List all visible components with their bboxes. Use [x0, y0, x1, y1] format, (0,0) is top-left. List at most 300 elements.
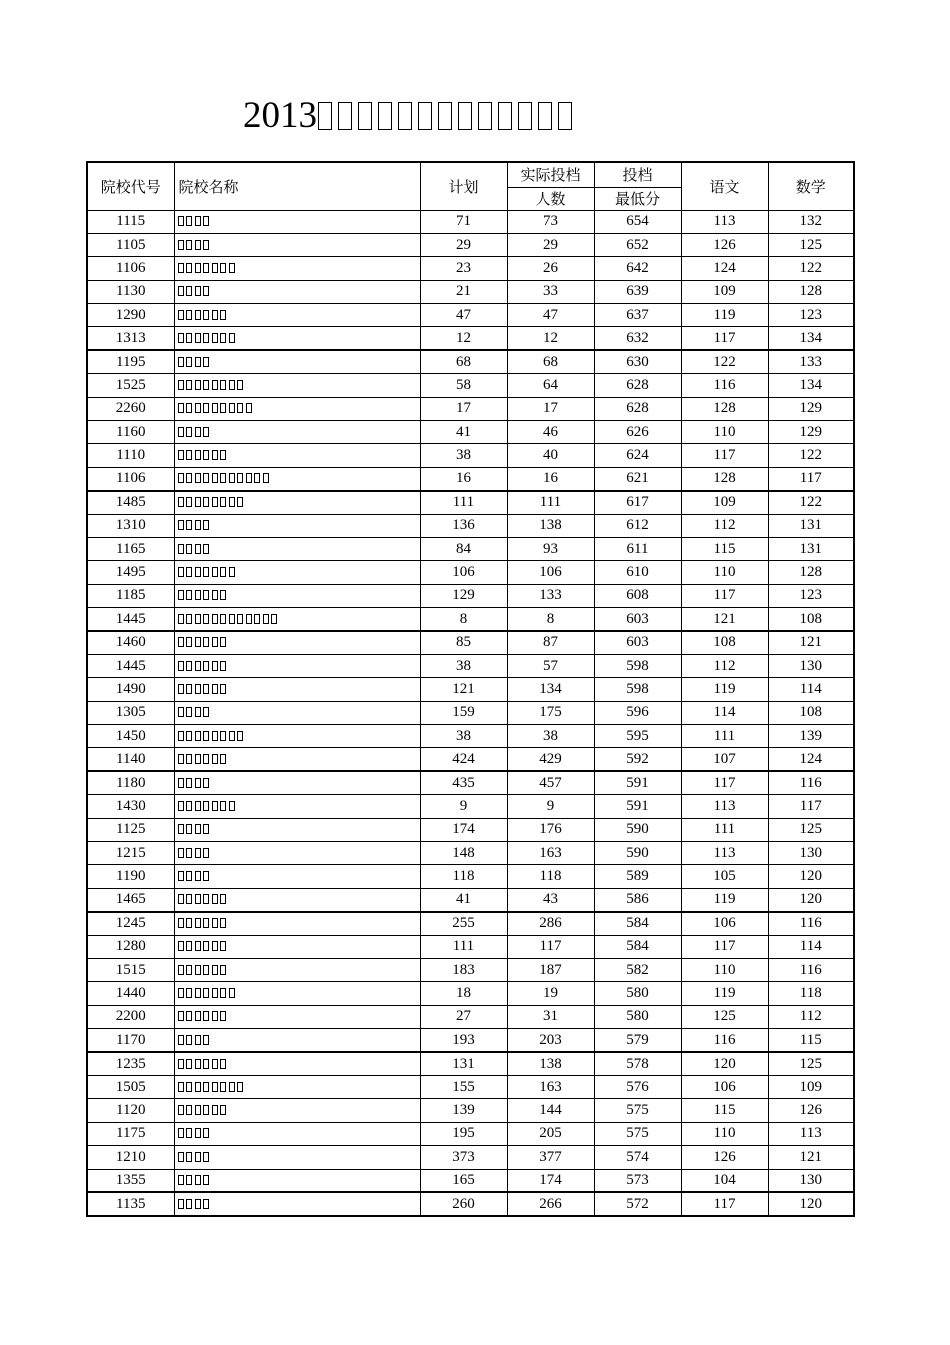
cell-code: 1165 — [87, 537, 174, 560]
missing-glyph-box — [212, 661, 218, 671]
cell-name — [174, 233, 420, 256]
cell-code: 1313 — [87, 327, 174, 350]
cell-code: 1355 — [87, 1169, 174, 1192]
cell-name — [174, 1029, 420, 1052]
cell-actual: 87 — [507, 631, 594, 654]
missing-glyph-box — [237, 1082, 243, 1092]
missing-glyph-box — [186, 403, 192, 413]
cell-plan: 136 — [420, 514, 507, 537]
cell-min-score: 586 — [594, 888, 681, 911]
table-row — [87, 701, 854, 724]
cell-code: 1450 — [87, 725, 174, 748]
cell-name — [174, 842, 420, 865]
missing-glyph-box — [229, 801, 235, 811]
missing-glyph-box — [220, 731, 226, 741]
cell-code: 1305 — [87, 701, 174, 724]
missing-glyph-box — [195, 567, 201, 577]
missing-glyph-box — [195, 614, 201, 624]
missing-glyph-box — [195, 1199, 201, 1209]
cell-chinese: 128 — [681, 397, 768, 420]
cell-code: 1505 — [87, 1075, 174, 1098]
cell-code: 1460 — [87, 631, 174, 654]
cell-chinese: 126 — [681, 233, 768, 256]
missing-glyph-box — [212, 403, 218, 413]
missing-glyph-box — [203, 661, 209, 671]
cell-chinese: 117 — [681, 327, 768, 350]
missing-glyph-box — [195, 520, 201, 530]
missing-glyph-box — [220, 1082, 226, 1092]
missing-glyph-box — [178, 473, 184, 483]
missing-glyph-box — [178, 614, 184, 624]
missing-glyph-box — [186, 824, 192, 834]
missing-glyph-box — [212, 754, 218, 764]
cell-min-score: 572 — [594, 1192, 681, 1215]
cell-chinese: 110 — [681, 561, 768, 584]
cell-code: 1106 — [87, 467, 174, 490]
cell-math: 109 — [768, 1075, 854, 1098]
cell-chinese: 125 — [681, 1005, 768, 1028]
missing-glyph-box — [178, 333, 184, 343]
cell-math: 120 — [768, 865, 854, 888]
cell-actual: 26 — [507, 257, 594, 280]
missing-glyph-box — [212, 988, 218, 998]
cell-actual: 133 — [507, 584, 594, 607]
cell-math: 125 — [768, 233, 854, 256]
table-row — [87, 959, 854, 982]
table-row — [87, 491, 854, 514]
cell-chinese: 109 — [681, 280, 768, 303]
missing-glyph-box — [220, 380, 226, 390]
missing-glyph-box — [203, 380, 209, 390]
cell-math: 122 — [768, 257, 854, 280]
missing-glyph-box — [186, 894, 192, 904]
missing-glyph-box — [220, 403, 226, 413]
cell-min-score: 639 — [594, 280, 681, 303]
cell-plan: 174 — [420, 818, 507, 841]
missing-glyph-box — [195, 684, 201, 694]
cell-math: 133 — [768, 350, 854, 373]
cell-math: 116 — [768, 771, 854, 794]
missing-glyph-box — [220, 1059, 226, 1069]
missing-glyph-box — [178, 1175, 184, 1185]
cell-name — [174, 1122, 420, 1145]
missing-glyph-box — [212, 333, 218, 343]
cell-plan: 424 — [420, 748, 507, 771]
cell-chinese: 121 — [681, 608, 768, 631]
missing-glyph-box — [203, 357, 209, 367]
cell-name — [174, 725, 420, 748]
cell-min-score: 592 — [594, 748, 681, 771]
missing-glyph-box — [237, 473, 243, 483]
missing-glyph-box — [186, 216, 192, 226]
missing-glyph-box — [186, 1082, 192, 1092]
missing-glyph-box — [186, 731, 192, 741]
missing-glyph-box — [558, 102, 572, 130]
cell-math: 129 — [768, 397, 854, 420]
cell-chinese: 119 — [681, 304, 768, 327]
missing-glyph-box — [220, 567, 226, 577]
missing-glyph-box — [178, 590, 184, 600]
header-chinese: 语文 — [681, 162, 768, 210]
missing-glyph-box — [229, 263, 235, 273]
missing-glyph-box — [478, 102, 492, 130]
cell-plan: 38 — [420, 654, 507, 677]
missing-glyph-box — [178, 778, 184, 788]
cell-code: 1465 — [87, 888, 174, 911]
cell-code: 1170 — [87, 1029, 174, 1052]
cell-actual: 134 — [507, 678, 594, 701]
cell-code: 1185 — [87, 584, 174, 607]
table-row — [87, 304, 854, 327]
cell-actual: 9 — [507, 795, 594, 818]
missing-glyph-box — [212, 918, 218, 928]
cell-actual: 163 — [507, 842, 594, 865]
page-title — [243, 93, 578, 139]
cell-min-score: 595 — [594, 725, 681, 748]
missing-glyph-box — [186, 1105, 192, 1115]
cell-actual: 33 — [507, 280, 594, 303]
missing-glyph-box — [212, 1059, 218, 1069]
cell-math: 112 — [768, 1005, 854, 1028]
cell-min-score: 584 — [594, 935, 681, 958]
cell-code: 1515 — [87, 959, 174, 982]
cell-math: 108 — [768, 701, 854, 724]
missing-glyph-box — [178, 286, 184, 296]
missing-glyph-box — [195, 544, 201, 554]
cell-code: 1490 — [87, 678, 174, 701]
missing-glyph-box — [212, 894, 218, 904]
missing-glyph-box — [178, 1199, 184, 1209]
missing-glyph-box — [212, 590, 218, 600]
cell-code: 2260 — [87, 397, 174, 420]
missing-glyph-box — [229, 403, 235, 413]
cell-plan: 47 — [420, 304, 507, 327]
cell-name — [174, 537, 420, 560]
cell-actual: 174 — [507, 1169, 594, 1192]
table-row — [87, 584, 854, 607]
missing-glyph-box — [203, 1128, 209, 1138]
cell-plan: 260 — [420, 1192, 507, 1215]
cell-min-score: 584 — [594, 912, 681, 935]
cell-plan: 159 — [420, 701, 507, 724]
missing-glyph-box — [203, 871, 209, 881]
table-row — [87, 1052, 854, 1075]
missing-glyph-box — [203, 1011, 209, 1021]
cell-plan: 111 — [420, 935, 507, 958]
cell-chinese: 119 — [681, 678, 768, 701]
cell-plan: 12 — [420, 327, 507, 350]
cell-code: 1445 — [87, 608, 174, 631]
table-row — [87, 725, 854, 748]
cell-math: 130 — [768, 654, 854, 677]
cell-math: 120 — [768, 888, 854, 911]
cell-plan: 21 — [420, 280, 507, 303]
cell-min-score: 580 — [594, 1005, 681, 1028]
cell-math: 125 — [768, 1052, 854, 1075]
cell-plan: 8 — [420, 608, 507, 631]
cell-chinese: 119 — [681, 982, 768, 1005]
missing-glyph-box — [220, 614, 226, 624]
table-row — [87, 374, 854, 397]
cell-plan: 373 — [420, 1146, 507, 1169]
missing-glyph-box — [438, 102, 452, 130]
cell-actual: 138 — [507, 1052, 594, 1075]
missing-glyph-box — [203, 497, 209, 507]
cell-math: 132 — [768, 210, 854, 233]
header-actual-bottom: 人数 — [507, 187, 594, 210]
cell-chinese: 105 — [681, 865, 768, 888]
cell-chinese: 120 — [681, 1052, 768, 1075]
table-row — [87, 842, 854, 865]
cell-chinese: 124 — [681, 257, 768, 280]
cell-chinese: 113 — [681, 795, 768, 818]
cell-plan: 17 — [420, 397, 507, 420]
cell-actual: 8 — [507, 608, 594, 631]
missing-glyph-box — [229, 1082, 235, 1092]
cell-code: 2200 — [87, 1005, 174, 1028]
table-row — [87, 1005, 854, 1028]
missing-glyph-box — [220, 333, 226, 343]
missing-glyph-box — [203, 801, 209, 811]
table-row — [87, 888, 854, 911]
cell-name — [174, 327, 420, 350]
missing-glyph-box — [318, 102, 332, 130]
cell-min-score: 628 — [594, 374, 681, 397]
cell-code: 1130 — [87, 280, 174, 303]
table-row — [87, 514, 854, 537]
missing-glyph-box — [237, 380, 243, 390]
missing-glyph-box — [195, 1059, 201, 1069]
missing-glyph-box — [195, 918, 201, 928]
cell-min-score: 596 — [594, 701, 681, 724]
missing-glyph-box — [518, 102, 532, 130]
header-math: 数学 — [768, 162, 854, 210]
cell-name — [174, 584, 420, 607]
missing-glyph-box — [186, 357, 192, 367]
missing-glyph-box — [186, 614, 192, 624]
missing-glyph-box — [195, 333, 201, 343]
missing-glyph-box — [195, 824, 201, 834]
missing-glyph-box — [186, 1035, 192, 1045]
cell-actual: 47 — [507, 304, 594, 327]
table-row — [87, 280, 854, 303]
missing-glyph-box — [178, 731, 184, 741]
missing-glyph-box — [254, 473, 260, 483]
missing-glyph-box — [195, 1152, 201, 1162]
missing-glyph-box — [186, 544, 192, 554]
missing-glyph-box — [186, 497, 192, 507]
cell-name — [174, 304, 420, 327]
cell-math: 122 — [768, 491, 854, 514]
missing-glyph-box — [195, 754, 201, 764]
missing-glyph-box — [178, 871, 184, 881]
missing-glyph-box — [212, 941, 218, 951]
missing-glyph-box — [212, 801, 218, 811]
cell-min-score: 573 — [594, 1169, 681, 1192]
cell-code: 1280 — [87, 935, 174, 958]
cell-chinese: 117 — [681, 444, 768, 467]
cell-chinese: 113 — [681, 842, 768, 865]
cell-min-score: 628 — [594, 397, 681, 420]
cell-name — [174, 210, 420, 233]
missing-glyph-box — [178, 637, 184, 647]
cell-code: 1115 — [87, 210, 174, 233]
missing-glyph-box — [178, 1082, 184, 1092]
missing-glyph-box — [246, 614, 252, 624]
missing-glyph-box — [178, 1011, 184, 1021]
cell-plan: 195 — [420, 1122, 507, 1145]
missing-glyph-box — [178, 403, 184, 413]
missing-glyph-box — [186, 473, 192, 483]
missing-glyph-box — [178, 497, 184, 507]
cell-math: 134 — [768, 374, 854, 397]
missing-glyph-box — [498, 102, 512, 130]
cell-min-score: 575 — [594, 1099, 681, 1122]
cell-plan: 106 — [420, 561, 507, 584]
table-row — [87, 935, 854, 958]
cell-name — [174, 444, 420, 467]
cell-math: 123 — [768, 304, 854, 327]
missing-glyph-box — [186, 427, 192, 437]
cell-actual: 40 — [507, 444, 594, 467]
missing-glyph-box — [186, 286, 192, 296]
cell-plan: 38 — [420, 444, 507, 467]
missing-glyph-box — [418, 102, 432, 130]
missing-glyph-box — [212, 567, 218, 577]
cell-min-score: 590 — [594, 842, 681, 865]
cell-actual: 31 — [507, 1005, 594, 1028]
missing-glyph-box — [203, 427, 209, 437]
cell-name — [174, 888, 420, 911]
missing-glyph-box — [186, 707, 192, 717]
missing-glyph-box — [178, 824, 184, 834]
cell-min-score: 580 — [594, 982, 681, 1005]
cell-plan: 255 — [420, 912, 507, 935]
header-code: 院校代号 — [87, 162, 174, 210]
missing-glyph-box — [195, 263, 201, 273]
cell-actual: 111 — [507, 491, 594, 514]
table-row — [87, 1169, 854, 1192]
missing-glyph-box — [220, 473, 226, 483]
missing-glyph-box — [186, 520, 192, 530]
missing-glyph-box — [212, 637, 218, 647]
missing-glyph-box — [186, 754, 192, 764]
missing-glyph-box — [229, 614, 235, 624]
cell-min-score: 617 — [594, 491, 681, 514]
cell-code: 1525 — [87, 374, 174, 397]
missing-glyph-box — [195, 427, 201, 437]
cell-actual: 377 — [507, 1146, 594, 1169]
cell-code: 1485 — [87, 491, 174, 514]
header-name: 院校名称 — [174, 162, 420, 210]
missing-glyph-box — [254, 614, 260, 624]
missing-glyph-box — [178, 310, 184, 320]
missing-glyph-box — [178, 1105, 184, 1115]
missing-glyph-box — [220, 637, 226, 647]
missing-glyph-box — [186, 567, 192, 577]
cell-min-score: 578 — [594, 1052, 681, 1075]
table-row — [87, 1122, 854, 1145]
cell-actual: 203 — [507, 1029, 594, 1052]
cell-math: 125 — [768, 818, 854, 841]
title-year: 2013 — [243, 95, 317, 136]
missing-glyph-box — [271, 614, 277, 624]
cell-actual: 43 — [507, 888, 594, 911]
missing-glyph-box — [186, 1011, 192, 1021]
missing-glyph-box — [195, 497, 201, 507]
cell-math: 123 — [768, 584, 854, 607]
cell-math: 114 — [768, 935, 854, 958]
cell-name — [174, 795, 420, 818]
cell-math: 108 — [768, 608, 854, 631]
missing-glyph-box — [195, 637, 201, 647]
cell-name — [174, 654, 420, 677]
cell-math: 126 — [768, 1099, 854, 1122]
missing-glyph-box — [195, 1011, 201, 1021]
cell-code: 1445 — [87, 654, 174, 677]
cell-chinese: 117 — [681, 584, 768, 607]
cell-math: 120 — [768, 1192, 854, 1215]
table-row — [87, 1075, 854, 1098]
cell-code: 1105 — [87, 233, 174, 256]
cell-actual: 176 — [507, 818, 594, 841]
cell-plan: 23 — [420, 257, 507, 280]
missing-glyph-box — [195, 1035, 201, 1045]
cell-code: 1495 — [87, 561, 174, 584]
table-row — [87, 327, 854, 350]
cell-chinese: 113 — [681, 210, 768, 233]
missing-glyph-box — [195, 731, 201, 741]
cell-actual: 16 — [507, 467, 594, 490]
cell-plan: 121 — [420, 678, 507, 701]
missing-glyph-box — [203, 590, 209, 600]
cell-math: 122 — [768, 444, 854, 467]
missing-glyph-box — [195, 1175, 201, 1185]
missing-glyph-box — [378, 102, 392, 130]
cell-min-score: 579 — [594, 1029, 681, 1052]
cell-min-score: 582 — [594, 959, 681, 982]
missing-glyph-box — [186, 871, 192, 881]
missing-glyph-box — [203, 403, 209, 413]
cell-code: 1110 — [87, 444, 174, 467]
missing-glyph-box — [178, 894, 184, 904]
cell-min-score: 608 — [594, 584, 681, 607]
cell-min-score: 591 — [594, 771, 681, 794]
missing-glyph-box — [220, 941, 226, 951]
cell-chinese: 111 — [681, 818, 768, 841]
cell-plan: 139 — [420, 1099, 507, 1122]
missing-glyph-box — [178, 357, 184, 367]
cell-actual: 163 — [507, 1075, 594, 1098]
missing-glyph-box — [212, 450, 218, 460]
cell-chinese: 107 — [681, 748, 768, 771]
missing-glyph-box — [203, 754, 209, 764]
cell-min-score: 589 — [594, 865, 681, 888]
cell-math: 128 — [768, 561, 854, 584]
cell-math: 116 — [768, 959, 854, 982]
missing-glyph-box — [212, 1105, 218, 1115]
cell-code: 1180 — [87, 771, 174, 794]
missing-glyph-box — [203, 918, 209, 928]
cell-name — [174, 748, 420, 771]
missing-glyph-box — [195, 1082, 201, 1092]
missing-glyph-box — [195, 941, 201, 951]
cell-name — [174, 1099, 420, 1122]
missing-glyph-box — [186, 590, 192, 600]
cell-plan: 183 — [420, 959, 507, 982]
table-row — [87, 818, 854, 841]
missing-glyph-box — [178, 754, 184, 764]
